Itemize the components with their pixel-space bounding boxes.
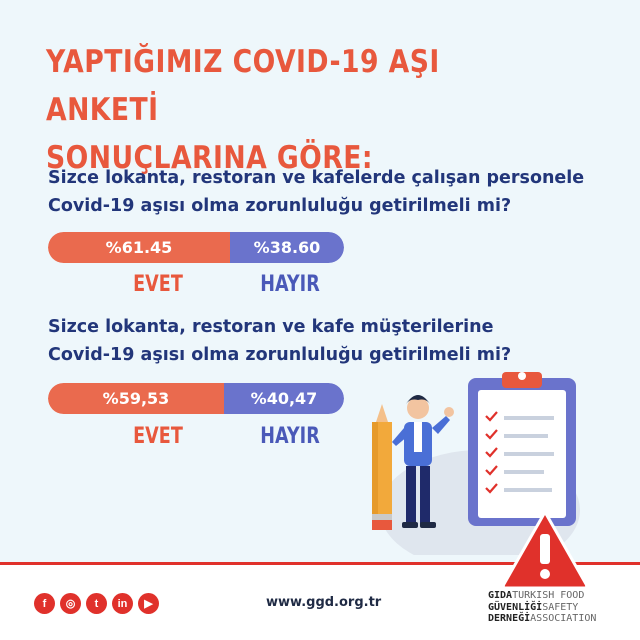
title-line-2: SONUÇLARINA GÖRE: (46, 140, 373, 176)
title-line-1: YAPTIĞIMIZ COVID-19 AŞI ANKETİ (46, 44, 440, 128)
no-percent-1: %38.60 (253, 238, 321, 257)
instagram-icon[interactable]: ◎ (60, 593, 81, 614)
question-1-line-2: Covid-19 aşısı olma zorunluluğu getirilmeli mi? (48, 196, 512, 216)
yes-percent-1: %61.45 (105, 238, 173, 257)
facebook-icon[interactable]: f (34, 593, 55, 614)
no-segment-1 (230, 232, 344, 263)
yes-label-2: EVET (133, 424, 183, 449)
no-label-2: HAYIR (260, 424, 320, 449)
yes-segment-1 (48, 232, 230, 263)
question-2 (48, 313, 608, 369)
yes-percent-2: %59,53 (102, 389, 170, 408)
org-word-4: SAFETY (542, 601, 579, 613)
no-percent-2: %40,47 (250, 389, 318, 408)
page-title (46, 38, 528, 182)
website-url[interactable]: www.ggd.org.tr (266, 595, 382, 610)
question-1 (48, 164, 608, 220)
result-bar-1 (48, 232, 344, 263)
org-word-3: GÜVENLİĞİ (488, 601, 543, 613)
no-label-1: HAYIR (260, 272, 320, 297)
org-word-1: GIDA (488, 590, 513, 601)
twitter-icon[interactable]: t (86, 593, 107, 614)
org-word-2: TURKISH FOOD (512, 590, 585, 601)
question-1-line-1: Sizce lokanta, restoran ve kafelerde çalışan personele (48, 168, 585, 188)
no-segment-2 (224, 383, 344, 414)
clipboard-icon (468, 372, 576, 526)
question-2-line-2: Covid-19 aşısı olma zorunluluğu getirilmeli mi? (48, 345, 512, 365)
question-2-line-1: Sizce lokanta, restoran ve kafe müşterilerine (48, 317, 494, 337)
social-icons (34, 593, 159, 614)
pencil-icon (372, 404, 392, 530)
warning-triangle-icon (500, 508, 590, 590)
linkedin-icon[interactable]: in (112, 593, 133, 614)
org-word-6: ASSOCIATION (530, 613, 597, 624)
yes-segment-2 (48, 383, 224, 414)
yes-label-1: EVET (133, 272, 183, 297)
org-word-5: DERNEĞİ (488, 613, 531, 624)
youtube-icon[interactable]: ▶ (138, 593, 159, 614)
organization-logo-text (488, 590, 636, 625)
result-bar-2 (48, 383, 344, 414)
